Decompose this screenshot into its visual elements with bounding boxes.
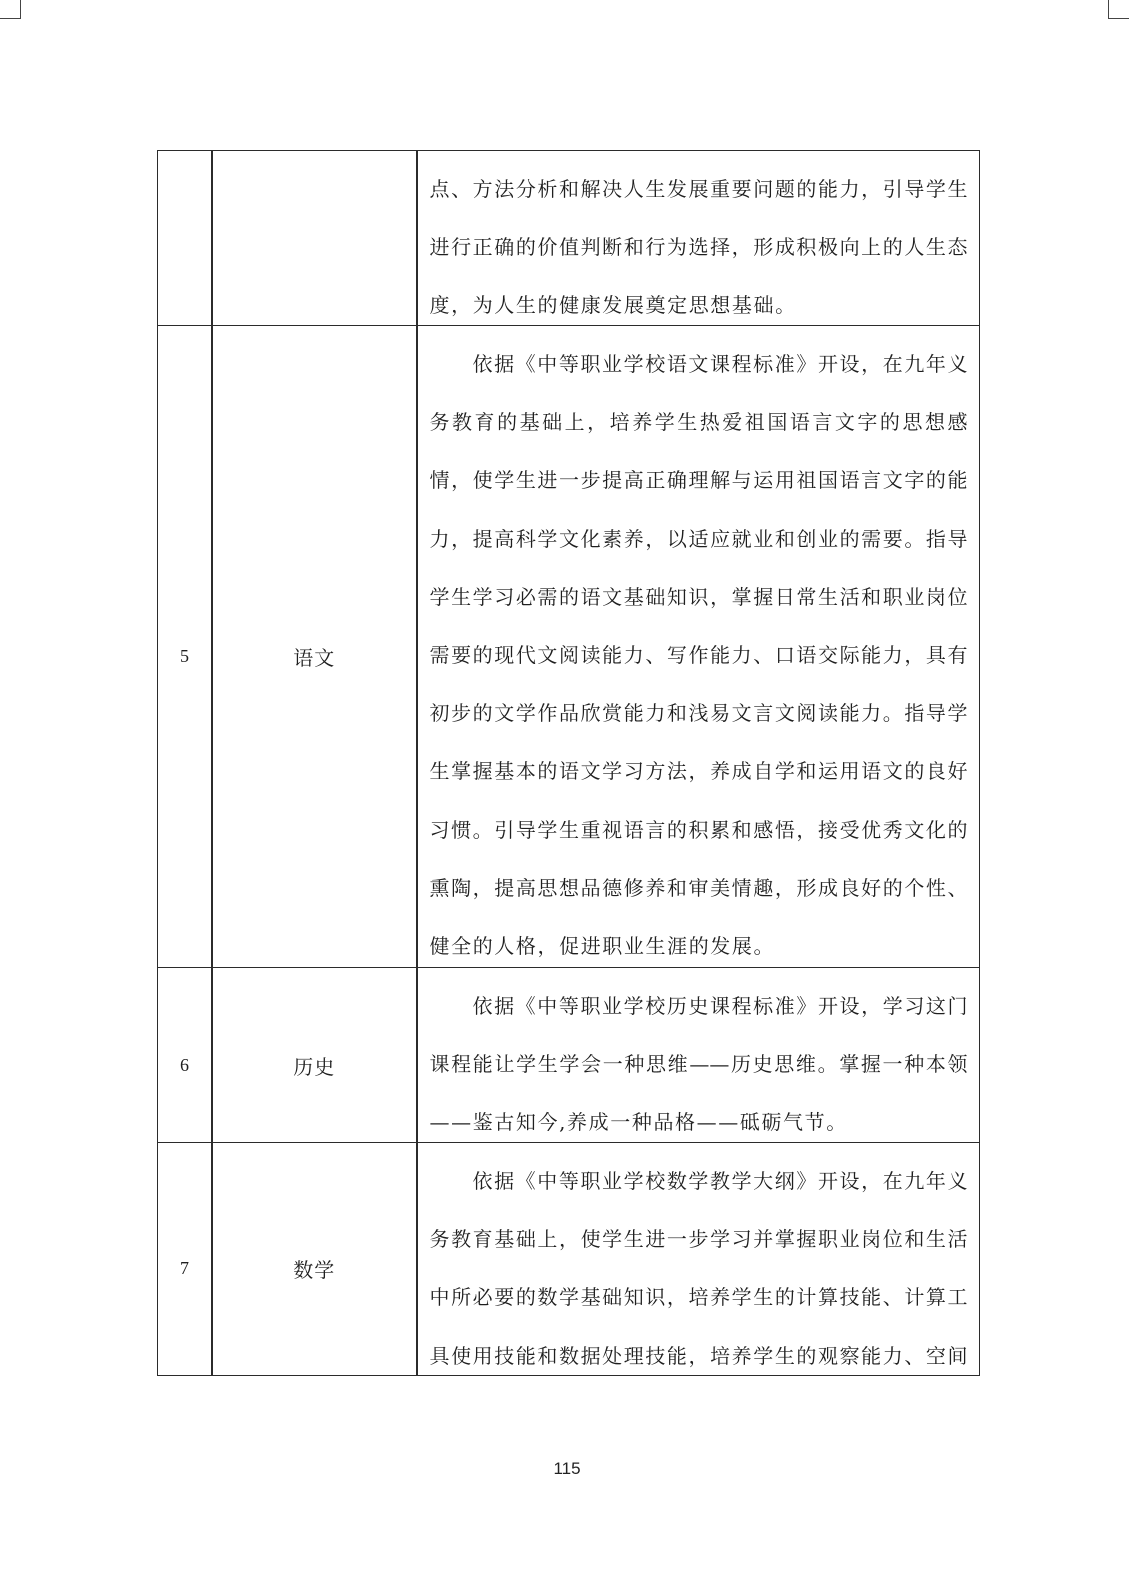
- description-line: 依据《中等职业学校历史课程标准》开设，学习这门: [472, 994, 968, 1018]
- course-name-text: 语文: [293, 646, 336, 670]
- description-line: 学生学习必需的语文基础知识，掌握日常生活和职业岗位: [429, 584, 968, 609]
- description-line: 具使用技能和数据处理技能，培养学生的观察能力、空间: [429, 1343, 968, 1368]
- row-number-text: 7: [180, 1258, 189, 1278]
- course-name-text: 历史: [293, 1054, 336, 1079]
- course-description: [418, 326, 978, 967]
- description-line: 务教育的基础上，培养学生热爱祖国语言文字的思想感: [429, 410, 968, 435]
- course-description: [418, 151, 978, 325]
- description-line: 依据《中等职业学校语文课程标准》开设，在九年义: [472, 352, 968, 376]
- row-number: [158, 326, 211, 967]
- course-name-text: 数学: [293, 1258, 336, 1282]
- table-row: [158, 151, 979, 325]
- description-line: 务教育基础上，使学生进一步学习并掌握职业岗位和生活: [429, 1227, 968, 1252]
- crop-mark: [20, 0, 21, 19]
- course-description: [418, 968, 978, 1142]
- course-name: [213, 1143, 417, 1374]
- description-line: 课程能让学生学会一种思维——历史思维。掌握一种本领: [429, 1052, 968, 1077]
- crop-mark: [1108, 0, 1109, 19]
- description-line: ——鉴古知今,养成一种品格——砥砺气节。: [429, 1110, 848, 1135]
- description-line: 依据《中等职业学校数学教学大纲》开设，在九年义: [472, 1169, 968, 1193]
- description-line: 生掌握基本的语文学习方法，养成自学和运用语文的良好: [429, 759, 968, 784]
- description-line: 中所必要的数学基础知识，培养学生的计算技能、计算工: [429, 1285, 968, 1310]
- crop-mark: [1108, 18, 1129, 19]
- row-number: [158, 968, 211, 1142]
- description-line: 度，为人生的健康发展奠定思想基础。: [429, 293, 797, 318]
- row-number: [158, 1143, 211, 1374]
- table-row: [158, 967, 979, 1142]
- description-line: 力，提高科学文化素养，以适应就业和创业的需要。指导: [429, 526, 968, 551]
- row-number-text: 5: [180, 646, 189, 666]
- description-line: 情，使学生进一步提高正确理解与运用祖国语言文字的能: [429, 468, 968, 493]
- page-number: 115: [553, 1459, 581, 1478]
- course-name: [213, 326, 417, 967]
- description-line: 点、方法分析和解决人生发展重要问题的能力，引导学生: [429, 177, 968, 201]
- crop-mark: [0, 18, 21, 19]
- description-line: 习惯。引导学生重视语言的积累和感悟，接受优秀文化的: [429, 817, 968, 842]
- table-row: [158, 325, 979, 967]
- description-line: 熏陶，提高思想品德修养和审美情趣，形成良好的个性、: [429, 875, 968, 900]
- description-line: 进行正确的价值判断和行为选择，形成积极向上的人生态: [429, 235, 968, 260]
- row-number-text: 6: [180, 1054, 189, 1075]
- description-line: 健全的人格，促进职业生涯的发展。: [429, 933, 776, 958]
- description-line: 初步的文学作品欣赏能力和浅易文言文阅读能力。指导学: [429, 701, 968, 726]
- course-table: [157, 150, 980, 1376]
- course-name: [213, 968, 417, 1142]
- table-row: [158, 1142, 979, 1374]
- course-description: [418, 1143, 978, 1374]
- description-line: 需要的现代文阅读能力、写作能力、口语交际能力，具有: [429, 642, 968, 667]
